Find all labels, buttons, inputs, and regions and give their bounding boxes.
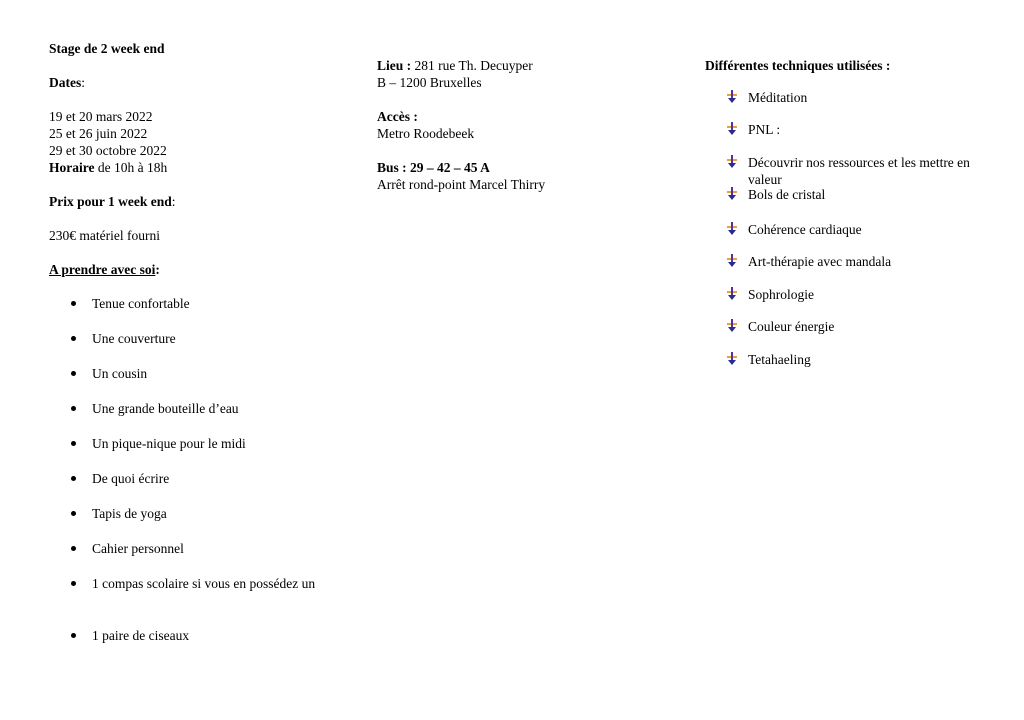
arrow-down-bullet-icon (725, 287, 739, 301)
technique-label: Art-thérapie avec mandala (748, 254, 892, 269)
technique-label: Couleur énergie (748, 319, 835, 334)
bullet-icon (71, 511, 76, 516)
bus-stop: Arrêt rond-point Marcel Thirry (377, 177, 546, 192)
dates-heading (49, 74, 85, 91)
bus-label: Bus : 29 – 42 – 45 A (377, 160, 490, 175)
lieu-label: Lieu : (377, 58, 412, 73)
list-item-text: Une couverture (92, 331, 176, 346)
arrow-down-bullet-icon (725, 187, 739, 201)
date-line: 19 et 20 mars 2022 (49, 109, 153, 124)
prendre-colon: : (155, 262, 160, 277)
dates-label: Dates (49, 75, 82, 90)
arrow-down-bullet-icon (725, 319, 739, 333)
horaire-value: de 10h à 18h (94, 160, 168, 175)
list-item-text: Cahier personnel (92, 541, 184, 556)
prendre-label: A prendre avec soi (49, 262, 156, 277)
acces-label: Accès : (377, 109, 418, 124)
lieu-line (377, 57, 533, 74)
bullet-icon (71, 633, 76, 638)
lieu-address: 281 rue Th. Decuyper (411, 58, 533, 73)
bullet-icon (71, 546, 76, 551)
bullet-icon (71, 581, 76, 586)
date-line: 29 et 30 octobre 2022 (49, 143, 167, 158)
stage-title: Stage de 2 week end (49, 41, 165, 56)
bullet-icon (71, 476, 76, 481)
technique-label: Bols de cristal (748, 187, 826, 202)
list-item-text: Une grande bouteille d’eau (92, 401, 239, 416)
bullet-icon (71, 441, 76, 446)
list-item-text: Tapis de yoga (92, 506, 167, 521)
prix-label: Prix pour 1 week end (49, 194, 172, 209)
prendre-heading (49, 261, 160, 278)
bullet-icon (71, 371, 76, 376)
arrow-down-bullet-icon (725, 222, 739, 236)
arrow-down-bullet-icon (725, 122, 739, 136)
list-item-text: Tenue confortable (92, 296, 190, 311)
technique-label: Sophrologie (748, 287, 814, 302)
arrow-down-bullet-icon (725, 155, 739, 169)
list-item-text: Un pique-nique pour le midi (92, 436, 246, 451)
arrow-down-bullet-icon (725, 254, 739, 268)
bullet-icon (71, 336, 76, 341)
arrow-down-bullet-icon (725, 352, 739, 366)
bullet-icon (71, 406, 76, 411)
bullet-icon (71, 301, 76, 306)
list-item-text: De quoi écrire (92, 471, 170, 486)
technique-label: PNL : (748, 122, 781, 137)
horaire-label: Horaire (49, 160, 95, 175)
prix-value: 230€ matériel fourni (49, 228, 160, 243)
list-item-text: Un cousin (92, 366, 148, 381)
technique-label: Tetahaeling (748, 352, 811, 367)
technique-label: Découvrir nos ressources et les mettre en valeur (748, 155, 970, 187)
dates-colon: : (81, 75, 86, 90)
technique-label: Méditation (748, 90, 808, 105)
prix-colon: : (171, 194, 176, 209)
technique-label: Cohérence cardiaque (748, 222, 862, 237)
date-line: 25 et 26 juin 2022 (49, 126, 148, 141)
techniques-title: Différentes techniques utilisées : (705, 58, 891, 73)
lieu-city: B – 1200 Bruxelles (377, 75, 482, 90)
arrow-down-bullet-icon (725, 90, 739, 104)
acces-value: Metro Roodebeek (377, 126, 475, 141)
list-item-text: 1 compas scolaire si vous en possédez un (92, 576, 316, 591)
horaire-line (49, 159, 167, 176)
prix-heading (49, 193, 176, 210)
list-item-text: 1 paire de ciseaux (92, 628, 190, 643)
